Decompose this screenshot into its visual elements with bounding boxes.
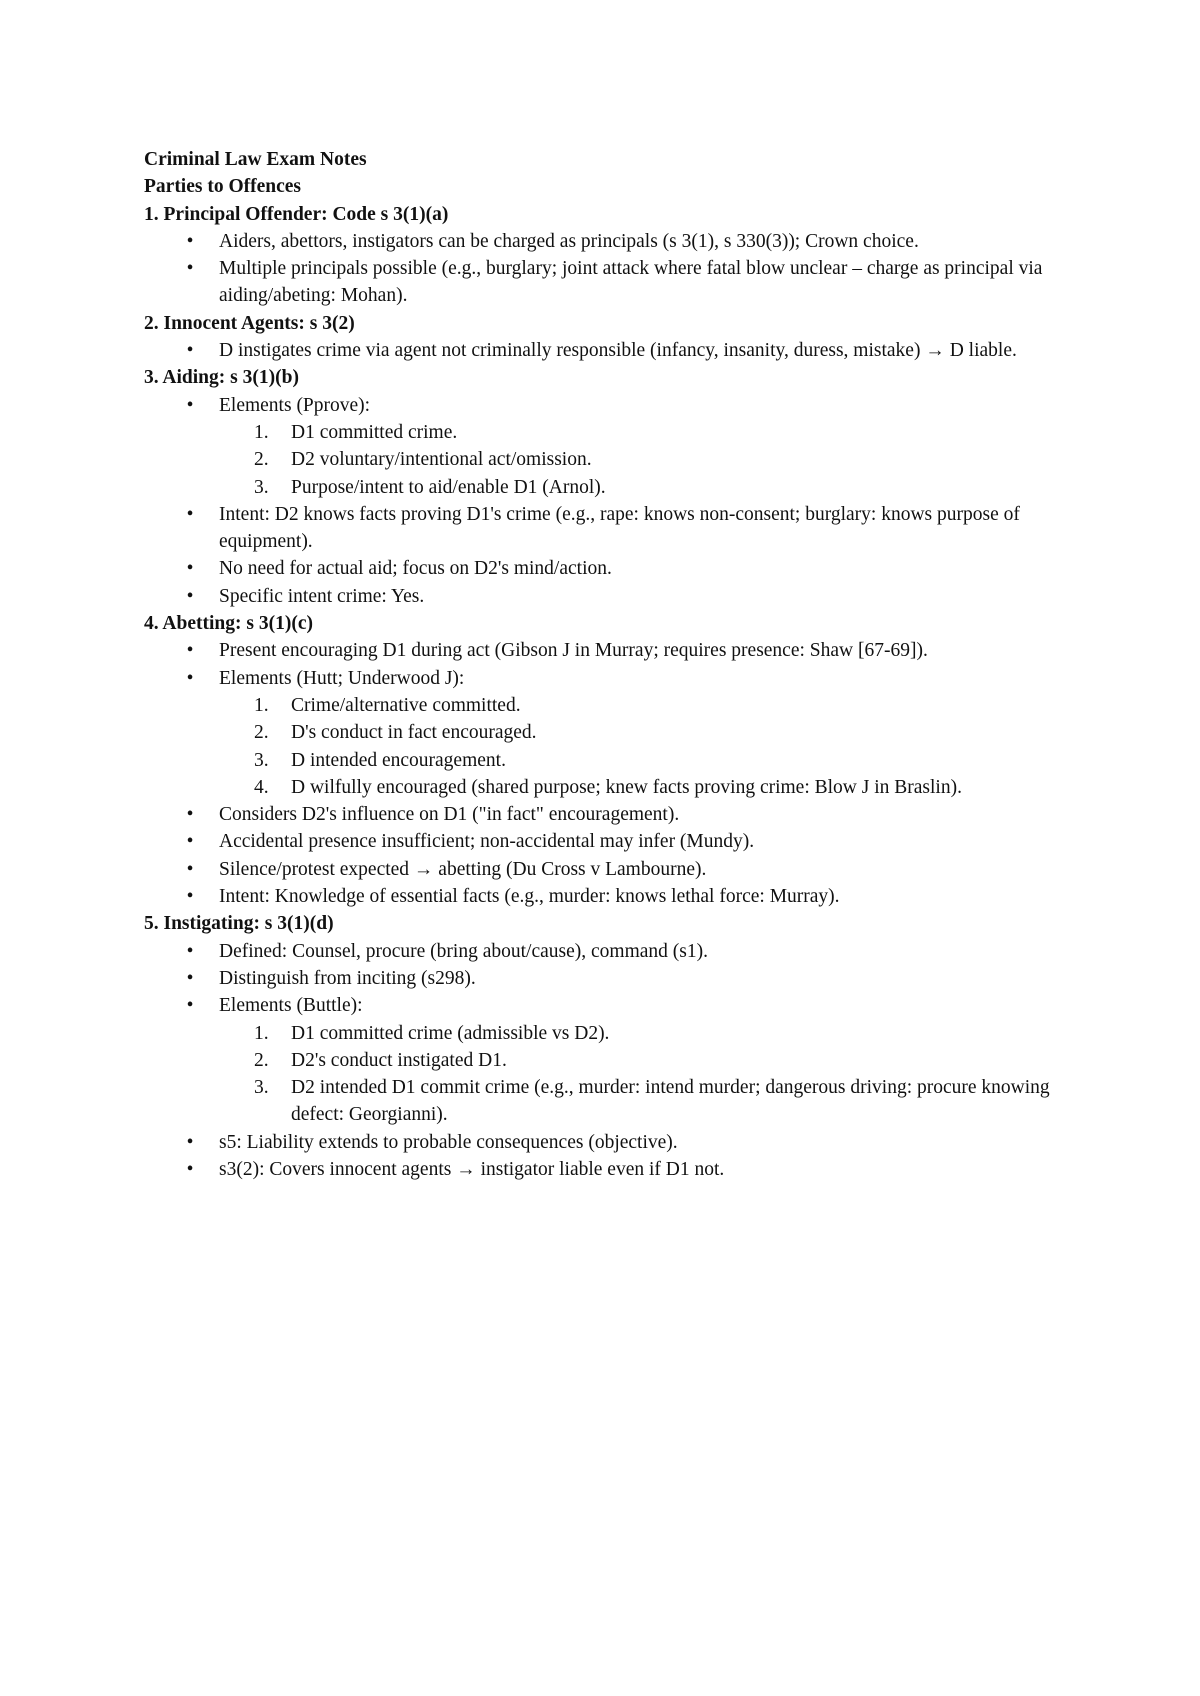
list-item [144,255,1084,310]
list-item-text: Intent: Knowledge of essential facts (e.g., murder: knows lethal force: Murray). [219,886,840,908]
list-item-text: Present encouraging D1 during act (Gibson J in Murray; requires presence: Shaw [67-69]). [219,640,928,662]
list-item-text: Intent: D2 knows facts proving D1's crime (e.g., rape: knows non-consent; burglary: knows purpose of equipment). [219,503,1020,553]
numbered-item-text: D1 committed crime (admissible vs D2). [291,1022,610,1044]
item-number: 2. [254,1049,269,1071]
bullet-icon: • [186,804,194,826]
item-number: 1. [254,421,269,443]
bullet-icon: • [186,858,194,880]
list-item-text: s5: Liability extends to probable consequences (objective). [219,1131,678,1153]
bullet-icon: • [186,1131,194,1153]
numbered-item-text: D intended encouragement. [291,749,506,771]
numbered-item-text: Purpose/intent to aid/enable D1 (Arnol). [291,476,606,498]
list-item-text: No need for actual aid; focus on D2's mind/action. [219,558,612,580]
list-item [144,1156,1084,1183]
bullet-icon: • [186,394,194,416]
numbered-item [144,692,1084,719]
bullet-icon: • [186,585,194,607]
numbered-item [144,419,1084,446]
section-heading: 5. Instigating: s 3(1)(d) [144,913,334,935]
list-item-text: Elements (Pprove): [219,394,371,416]
list-item [144,883,1084,910]
list-item [144,501,1084,556]
numbered-item-text: D's conduct in fact encouraged. [291,722,537,744]
numbered-item-text: D2 intended D1 commit crime (e.g., murder: intend murder; dangerous driving: procure knowing defect: Georgianni). [291,1077,1050,1126]
list-item [144,637,1084,664]
item-number: 2. [254,449,269,471]
list-item [144,337,1084,364]
bullet-icon: • [186,831,194,853]
numbered-item [144,747,1084,774]
bullet-icon: • [186,503,194,525]
numbered-item [144,1047,1084,1074]
list-item-text: D instigates crime via agent not criminally responsible (infancy, insanity, duress, mistake) → D liable. [219,340,1017,362]
list-item [144,228,1084,255]
bullet-icon: • [186,1158,194,1180]
list-item-text: Considers D2's influence on D1 ("in fact" encouragement). [219,804,680,826]
item-number: 1. [254,1022,269,1044]
bullet-icon: • [186,667,194,689]
item-number: 3. [254,1077,269,1099]
list-item-text: Silence/protest expected → abetting (Du Cross v Lambourne). [219,858,707,880]
list-item-text: Accidental presence insufficient; non-accidental may infer (Mundy). [219,831,755,853]
bullet-icon: • [186,230,194,252]
list-item [144,801,1084,828]
list-item [144,828,1084,855]
section-heading: 2. Innocent Agents: s 3(2) [144,312,355,334]
list-item [144,665,1084,692]
list-item [144,856,1084,883]
bullet-icon: • [186,340,194,362]
item-number: 3. [254,749,269,771]
list-item-text: Elements (Hutt; Underwood J): [219,667,465,689]
list-item-text: Multiple principals possible (e.g., burglary; joint attack where fatal blow unclear – charge as principal via aiding/abeting: Mohan). [219,258,1043,307]
list-item-text: Distinguish from inciting (s298). [219,967,476,989]
list-item [144,555,1084,582]
section-heading: 1. Principal Offender: Code s 3(1)(a) [144,203,449,225]
numbered-item [144,1020,1084,1047]
section-heading: 3. Aiding: s 3(1)(b) [144,367,299,389]
list-item-text: Specific intent crime: Yes. [219,585,425,607]
numbered-item-text: D1 committed crime. [291,421,458,443]
list-item [144,938,1084,965]
list-item [144,965,1084,992]
list-item [144,1129,1084,1156]
item-number: 3. [254,476,269,498]
item-number: 4. [254,776,269,798]
section-heading: 4. Abetting: s 3(1)(c) [144,613,313,635]
numbered-item [144,774,1084,801]
list-item-text: Aiders, abettors, instigators can be charged as principals (s 3(1), s 330(3)); Crown choice. [219,230,919,252]
numbered-item [144,1074,1084,1129]
list-item [144,392,1084,419]
bullet-icon: • [186,995,194,1017]
numbered-item [144,474,1084,501]
list-item [144,583,1084,610]
item-number: 2. [254,722,269,744]
numbered-item-text: D2's conduct instigated D1. [291,1049,507,1071]
bullet-icon: • [186,640,194,662]
item-number: 1. [254,694,269,716]
list-item-text: Defined: Counsel, procure (bring about/cause), command (s1). [219,940,708,962]
numbered-item [144,719,1084,746]
document-page [144,146,1084,1183]
numbered-item-text: D2 voluntary/intentional act/omission. [291,449,592,471]
document-subtitle: Parties to Offences [144,176,302,198]
bullet-icon: • [186,940,194,962]
list-item-text: s3(2): Covers innocent agents → instigator liable even if D1 not. [219,1158,725,1180]
bullet-icon: • [186,967,194,989]
numbered-item [144,446,1084,473]
numbered-item-text: Crime/alternative committed. [291,694,521,716]
document-title: Criminal Law Exam Notes [144,149,367,170]
bullet-icon: • [186,886,194,908]
list-item-text: Elements (Buttle): [219,995,363,1017]
numbered-item-text: D wilfully encouraged (shared purpose; knew facts proving crime: Blow J in Braslin). [291,776,962,798]
bullet-icon: • [186,258,194,280]
list-item [144,992,1084,1019]
bullet-icon: • [186,558,194,580]
